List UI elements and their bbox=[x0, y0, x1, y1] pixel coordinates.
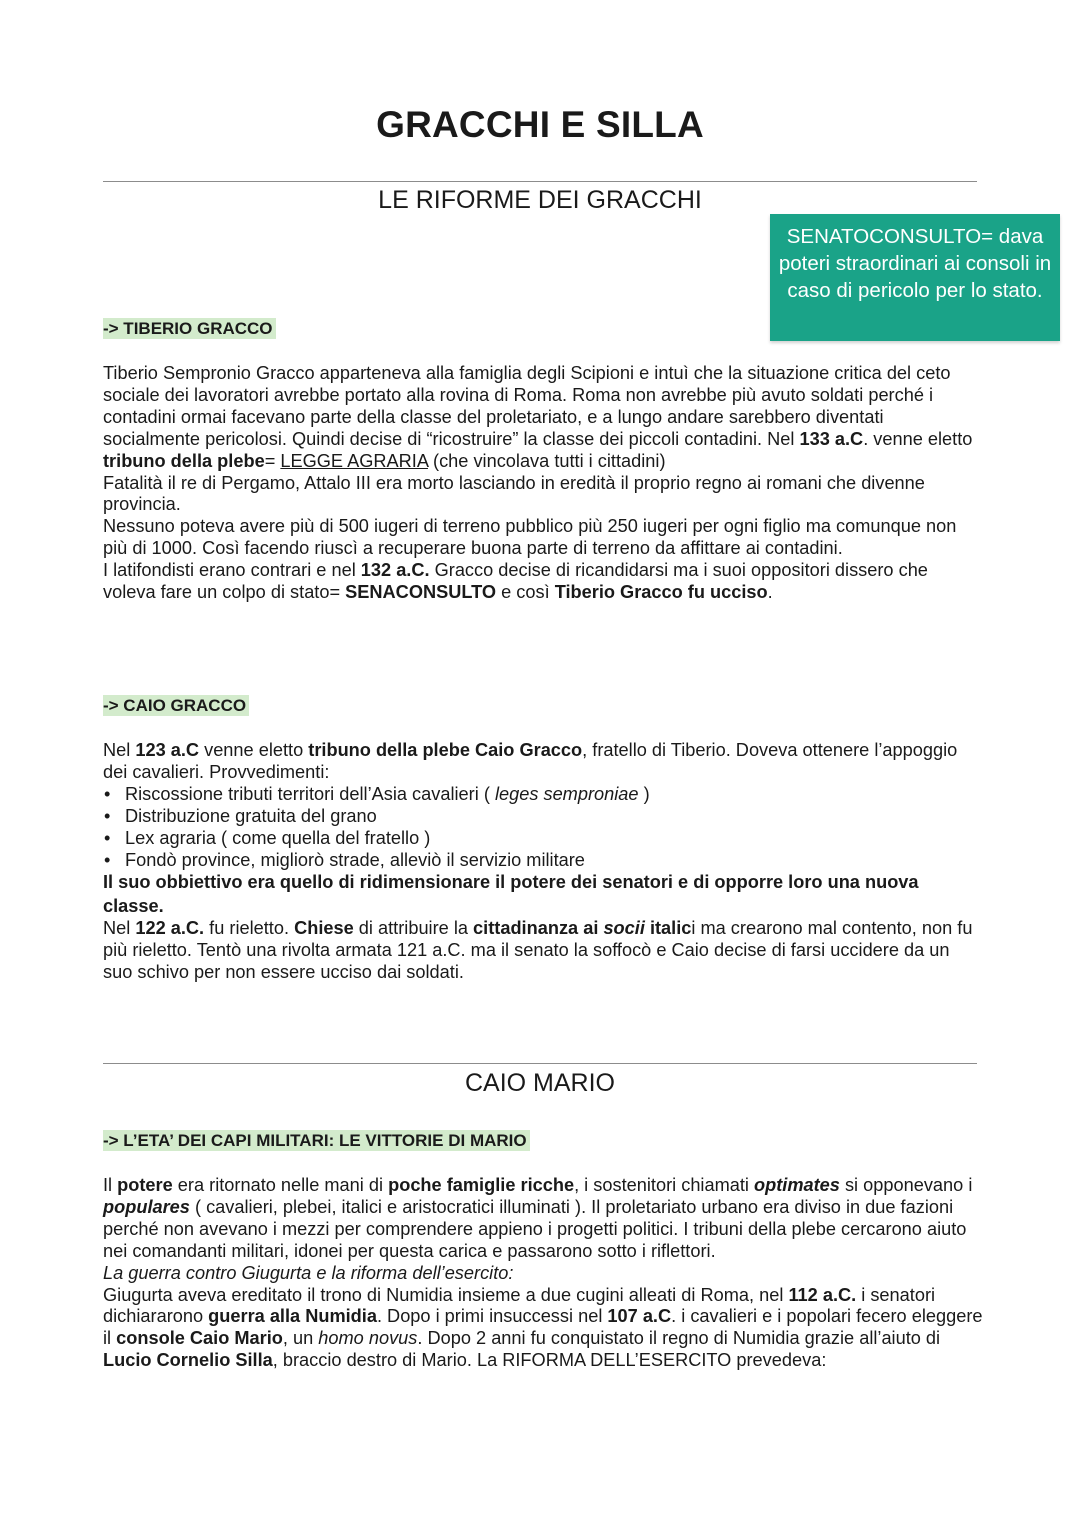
heading-text: -> CAIO GRACCO bbox=[103, 695, 249, 716]
paragraph bbox=[103, 740, 983, 784]
text: Tiberio Sempronio Gracco apparteneva alla famiglia degli Scipioni e intuì che la situazione critica del ceto sociale dei lavoratori avrebbe portato alla rovina di Roma. Roma non avrebbe più avuto soldati perché i contadini ormai facevano parte della classe del proletariato, e a lungo andare sarebbero diventati socialmente pericolosi. Quindi decise di “ricostruire” la classe dei piccoli contadini. Nel bbox=[103, 363, 951, 449]
caio-paragraphs bbox=[103, 740, 983, 984]
heading-text: -> TIBERIO GRACCO bbox=[103, 318, 276, 339]
text: ) bbox=[638, 783, 650, 804]
text: homo novus bbox=[318, 1328, 418, 1349]
heading-text: -> L’ETA’ DEI CAPI MILITARI: LE VITTORIE DI MARIO bbox=[103, 1130, 530, 1151]
text: populares bbox=[103, 1196, 190, 1217]
text: optimates bbox=[754, 1175, 840, 1195]
text: ( cavalieri, plebei, italici e aristocratici illuminati ). Il proletariato urbano era diviso in due fazioni perché non avevano i mezzi per comprendere appieno i progetti politici. I tribuni della plebe cercarono aiuto nei comandanti militari, idonei per questa carica e passarono sotto i riflettori. bbox=[103, 1196, 967, 1261]
section-title-caio-mario: CAIO MARIO bbox=[464, 1069, 615, 1097]
text: cittadinanza ai bbox=[473, 918, 604, 939]
heading-capi-militari bbox=[103, 1131, 530, 1151]
text: poche famiglie ricche bbox=[388, 1175, 575, 1195]
text: 122 a.C. bbox=[135, 918, 205, 939]
text: (che vincolava tutti i cittadini) bbox=[427, 450, 666, 471]
text: di attribuire la bbox=[353, 918, 474, 939]
text: , braccio destro di Mario. La RIFORMA DELL’ESERCITO prevedeva: bbox=[272, 1350, 827, 1371]
paragraph bbox=[103, 1285, 983, 1373]
text: 133 a.C bbox=[799, 428, 864, 449]
list-item: • Fondò province, migliorò strade, alleviò il servizio militare bbox=[103, 850, 983, 872]
text: . bbox=[767, 582, 773, 603]
text: guerra alla Numidia bbox=[208, 1306, 377, 1327]
text: si opponevano i bbox=[839, 1175, 973, 1195]
tiberio-paragraphs bbox=[103, 363, 983, 604]
text: Il bbox=[103, 1175, 118, 1195]
text: . Dopo 2 anni fu conquistato il regno di Numidia grazie all’aiuto di bbox=[417, 1328, 941, 1349]
list-item bbox=[103, 784, 983, 806]
text: tribuno della plebe bbox=[103, 450, 265, 471]
text: Giugurta aveva ereditato il trono di Numidia insieme a due cugini alleati di Roma, nel bbox=[103, 1284, 789, 1305]
text: = bbox=[264, 450, 281, 471]
text: Nel bbox=[103, 740, 136, 760]
text: Lucio Cornelio Silla bbox=[103, 1350, 273, 1371]
text: 112 a.C. bbox=[788, 1284, 857, 1305]
list-item: • Lex agraria ( come quella del fratello ) bbox=[103, 828, 983, 850]
text: , fratello di Tiberio. Doveva ottenere l’appoggio dei cavalieri. Provvedimenti: bbox=[103, 740, 958, 782]
mario-paragraphs bbox=[103, 1175, 983, 1372]
text: SENACONSULTO bbox=[345, 582, 497, 603]
paragraph bbox=[103, 363, 983, 473]
text: e così bbox=[496, 582, 555, 603]
text: I latifondisti erano contrari e nel bbox=[103, 560, 361, 581]
text: LEGGE AGRARIA bbox=[280, 450, 428, 471]
paragraph bbox=[103, 560, 983, 604]
text: i senatori dichiararono bbox=[103, 1284, 936, 1327]
heading-tiberio-gracco bbox=[103, 319, 276, 339]
text: , i sostenitori chiamati bbox=[574, 1175, 754, 1195]
section-title-gracchi: LE RIFORME DEI GRACCHI bbox=[378, 186, 702, 214]
senatoconsulto-callout: SENATOCONSULTO= dava poteri straordinari ai consoli in caso di pericolo per lo stato. bbox=[770, 214, 1060, 341]
text: leges semproniae bbox=[494, 783, 639, 804]
text: . Dopo i primi insuccessi nel bbox=[376, 1306, 608, 1327]
text: 123 a.C bbox=[135, 740, 200, 760]
text: , un bbox=[282, 1328, 319, 1349]
paragraph: Il suo obbiettivo era quello di ridimensionare il potere dei senatori e di opporre loro una nuova classe. bbox=[103, 872, 919, 916]
text: . venne eletto bbox=[863, 428, 973, 449]
divider bbox=[103, 1063, 977, 1064]
paragraph bbox=[103, 1175, 983, 1263]
text: Nel bbox=[103, 918, 136, 939]
text: socii bbox=[603, 918, 645, 939]
text: fu rieletto. bbox=[204, 918, 295, 939]
paragraph: La guerra contro Giugurta e la riforma dell’esercito: bbox=[103, 1262, 514, 1283]
text: venne eletto bbox=[199, 740, 309, 760]
paragraph: Nessuno poteva avere più di 500 iugeri di terreno pubblico più 250 iugeri per ogni figlio ma comunque non più di 1000. Così facendo riuscì a recuperare buona parte di terreno da affittare ai contadini. bbox=[103, 516, 957, 559]
text: 107 a.C bbox=[607, 1306, 672, 1327]
text: potere bbox=[117, 1175, 173, 1195]
text: Riscossione tributi territori dell’Asia cavalieri ( bbox=[125, 783, 495, 804]
measures-list bbox=[103, 784, 983, 872]
text: Gracco decise di ricandidarsi ma i suoi oppositori dissero che voleva fare un colpo di stato= bbox=[103, 560, 928, 603]
heading-caio-gracco bbox=[103, 696, 249, 716]
text: italic bbox=[644, 918, 692, 939]
text: 132 a.C. bbox=[360, 560, 430, 581]
text: console Caio Mario bbox=[116, 1328, 283, 1349]
text: . i cavalieri e i popolari fecero eleggere il bbox=[103, 1306, 983, 1349]
text: i ma crearono mal contento, non fu più rieletto. Tentò una rivolta armata 121 a.C. ma il senato la soffocò e Caio decise di farsi uccidere da un suo schivo per non essere ucciso dai soldati. bbox=[103, 918, 973, 983]
text: era ritornato nelle mani di bbox=[172, 1175, 389, 1195]
list-item: • Distribuzione gratuita del grano bbox=[103, 806, 983, 828]
text: tribuno della plebe Caio Gracco bbox=[308, 740, 583, 760]
page-title: GRACCHI E SILLA bbox=[376, 104, 704, 145]
paragraph: Fatalità il re di Pergamo, Attalo III era morto lasciando in eredità il proprio regno ai romani che divenne provincia. bbox=[103, 472, 925, 515]
paragraph bbox=[103, 918, 983, 984]
divider bbox=[103, 181, 977, 182]
text: Tiberio Gracco fu ucciso bbox=[554, 582, 768, 603]
text: Chiese bbox=[294, 918, 354, 939]
